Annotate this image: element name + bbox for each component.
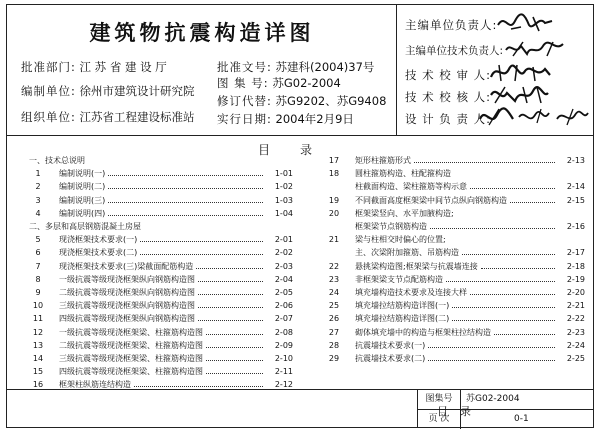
entry-number: 15 <box>32 367 44 377</box>
atlas-value: 苏G02-2004 <box>466 394 520 404</box>
entry-number: 22 <box>328 261 340 271</box>
entry-title: 不同截面高度框架梁中间节点纵向钢筋构造 <box>355 195 507 205</box>
date-label: 实行日期: <box>217 112 272 126</box>
dot-leader <box>198 300 263 308</box>
approve-dept-label: 批准部门: <box>21 60 76 74</box>
toc-entry <box>323 327 585 338</box>
toc-entry <box>27 261 293 272</box>
dot-leader <box>481 261 555 269</box>
footer-toc-label: 目录 <box>437 405 483 418</box>
dot-leader <box>198 313 263 321</box>
dot-leader <box>206 327 263 335</box>
entry-page: 2-23 <box>566 327 585 337</box>
entry-title: 抗震墙技术要求(一) <box>355 340 426 350</box>
toc-entry <box>27 247 293 258</box>
entry-title: 编制说明(一) <box>59 169 106 179</box>
compiler-label: 编制单位: <box>21 84 76 98</box>
entry-title: 编制说明(二) <box>59 182 106 192</box>
entry-page: 1-04 <box>274 208 293 218</box>
toc-entry <box>323 261 585 272</box>
dot-leader <box>470 287 555 295</box>
entry-number: 4 <box>35 208 41 218</box>
dot-leader <box>108 195 263 203</box>
entry-number: 6 <box>35 248 41 258</box>
entry-page: 2-03 <box>274 261 293 271</box>
entry-page: 2-06 <box>274 301 293 311</box>
entry-number: 5 <box>35 235 41 245</box>
entry-title: 一级抗震等级现浇框架纵向钢筋构造图 <box>59 274 195 284</box>
entry-title: 四级抗震等级现浇框架梁、柱箍筋构造图 <box>59 367 203 377</box>
toc-entry <box>323 195 585 206</box>
entry-page: 2-12 <box>274 380 293 390</box>
entry-number: 29 <box>328 354 340 363</box>
organizer-value: 江苏省工程建设标准站 <box>79 110 195 124</box>
entry-title: 编制说明(三) <box>59 195 106 205</box>
handwritten-signature <box>495 11 555 35</box>
entry-page: 2-11 <box>274 367 293 377</box>
toc-entry <box>323 274 585 285</box>
signature-label: 主编单位技术负责人: <box>405 45 504 57</box>
title-block <box>7 389 593 428</box>
signature-row-tech-chief <box>405 43 503 58</box>
entry-page: 2-24 <box>566 340 585 350</box>
entry-page: 2-19 <box>566 274 585 284</box>
handwritten-signature <box>487 61 553 85</box>
entry-page: 1-02 <box>274 182 293 192</box>
entry-number: 8 <box>35 274 41 284</box>
entry-page: 2-13 <box>566 156 585 165</box>
entry-title: 非框架梁支节点配筋构造 <box>355 274 443 284</box>
organizer <box>21 109 195 125</box>
entry-title: 矩形柱箍筋形式 <box>355 156 411 165</box>
entry-title: 现浇框架技术要求(一) <box>59 235 138 245</box>
dot-leader <box>452 313 555 321</box>
dot-leader <box>494 327 555 335</box>
entry-title: 悬挑梁构造图;框架梁与抗震墙连接 <box>355 261 478 271</box>
signature-row-chief <box>405 17 497 33</box>
entry-number: 7 <box>35 261 41 271</box>
dot-leader <box>414 155 555 163</box>
entry-number: 1 <box>35 169 41 179</box>
entry-title: 梁与柱相交时偏心的位置; <box>355 235 446 245</box>
entry-title: 二级抗震等级现浇框架梁、柱箍筋构造图 <box>59 340 203 350</box>
entry-title: 四级抗震等级现浇框架纵向钢筋构造图 <box>59 314 195 324</box>
toc-entry <box>27 300 293 311</box>
toc-entry <box>27 340 293 351</box>
revision-value: 苏G9202、苏G9408 <box>275 94 387 108</box>
dot-leader <box>140 247 263 255</box>
toc-entry <box>27 353 293 364</box>
entry-title: 填充墙构造技术要求及连接大样 <box>355 288 467 297</box>
toc-section-heading <box>27 155 293 166</box>
entry-title: 抗震墙技术要求(二) <box>355 354 426 363</box>
page-label: 页 次 <box>418 410 461 429</box>
entry-page: 1-03 <box>274 195 293 205</box>
toc-entry <box>323 300 585 311</box>
drawing-frame <box>6 4 594 428</box>
atlas-no <box>217 75 341 91</box>
toc-entry <box>27 168 293 179</box>
dot-leader <box>462 247 555 255</box>
entry-number: 12 <box>32 327 44 337</box>
dot-leader <box>198 287 263 295</box>
dot-leader <box>140 234 263 242</box>
entry-page: 2-15 <box>566 195 585 205</box>
entry-title: 编制说明(四) <box>59 208 106 218</box>
entry-page: 2-14 <box>566 182 585 192</box>
dot-leader <box>446 274 555 282</box>
entry-number: 9 <box>35 288 41 297</box>
entry-title: 主、次梁附加箍筋、吊筋构造 <box>355 248 459 258</box>
dot-leader <box>428 353 555 361</box>
section-heading-text: 一、技术总说明 <box>29 156 85 165</box>
entry-title: 框架柱纵筋连结构造 <box>59 380 131 390</box>
dot-leader <box>428 340 555 348</box>
entry-number: 23 <box>328 274 340 284</box>
toc-entry <box>27 313 293 324</box>
date-value: 2004年2月9日 <box>275 112 354 126</box>
toc-entry <box>323 221 585 232</box>
toc-entry <box>323 353 585 364</box>
entry-title: 现浇框架技术要求(二) <box>59 248 138 258</box>
entry-page: 2-08 <box>274 327 293 337</box>
entry-title: 框架梁竖向、水平加腋构造; <box>355 208 454 218</box>
toc-entry <box>27 195 293 206</box>
toc-entry <box>323 313 585 324</box>
entry-number: 28 <box>328 340 340 350</box>
dot-leader <box>206 340 263 348</box>
entry-number: 11 <box>32 314 44 324</box>
entry-page: 2-20 <box>566 288 585 297</box>
toc-section-heading <box>27 221 293 232</box>
toc-entry <box>323 181 585 192</box>
entry-number: 16 <box>32 380 44 390</box>
compiler <box>21 83 195 99</box>
dot-leader <box>206 353 263 361</box>
entry-page: 2-09 <box>274 340 293 350</box>
toc-entry <box>27 234 293 245</box>
entry-page: 2-16 <box>566 222 585 231</box>
approve-dept-value: 江 苏 省 建 设 厅 <box>79 60 167 74</box>
approve-no-label: 批准文号: <box>217 60 272 74</box>
entry-page: 2-18 <box>566 261 585 271</box>
approve-no <box>217 59 374 75</box>
toc-entry <box>27 274 293 285</box>
approve-no-value: 苏建科(2004)37号 <box>275 60 375 74</box>
toc-entry <box>27 366 293 377</box>
toc-entry <box>323 208 585 219</box>
entry-page: 2-25 <box>566 354 585 363</box>
toc-entry <box>323 155 585 166</box>
entry-page: 2-01 <box>274 235 293 245</box>
approve-dept <box>21 59 167 75</box>
atlas-label: 图集号 <box>418 390 461 409</box>
signature-row-reviewer <box>405 67 491 83</box>
section-heading-text: 二、多层和高层钢筋混凝土房屋 <box>29 222 141 231</box>
organizer-label: 组织单位: <box>21 110 76 124</box>
entry-number: 3 <box>35 195 41 205</box>
handwritten-signature <box>477 105 591 131</box>
entry-page: 2-17 <box>566 248 585 258</box>
signature-row-checker <box>405 89 491 105</box>
entry-page: 2-10 <box>274 354 293 363</box>
entry-title: 填充墙拉结筋构造详图(二) <box>355 314 450 324</box>
dot-leader <box>198 274 263 282</box>
toc-entry <box>27 327 293 338</box>
page-value: 0-1 <box>514 414 529 424</box>
toc-entry <box>323 340 585 351</box>
entry-number: 14 <box>32 354 44 363</box>
dot-leader <box>452 300 555 308</box>
entry-title: 框架梁节点钢筋构造 <box>355 222 427 231</box>
dot-leader <box>430 221 555 229</box>
dot-leader <box>206 366 263 374</box>
toc-entry <box>27 181 293 192</box>
entry-number: 17 <box>328 156 340 165</box>
toc-entry <box>323 247 585 258</box>
entry-page: 1-01 <box>274 169 293 179</box>
entry-title: 一级抗震等级现浇框架梁、柱箍筋构造图 <box>59 327 203 337</box>
entry-number: 26 <box>328 314 340 324</box>
entry-title: 现浇框架技术要求(三)梁截面配筋构造 <box>59 261 194 271</box>
dot-leader <box>108 168 263 176</box>
effective-date <box>217 111 354 127</box>
entry-page: 2-05 <box>274 288 293 297</box>
entry-page: 2-07 <box>274 314 293 324</box>
entry-page: 2-02 <box>274 248 293 258</box>
compiler-value: 徐州市建筑设计研究院 <box>79 84 195 98</box>
entry-title: 圆柱箍筋构造、柱配箍构造 <box>355 169 451 179</box>
entry-page: 2-22 <box>566 314 585 324</box>
toc-entry <box>323 234 585 245</box>
entry-title: 填充墙拉结筋构造详图(一) <box>355 301 450 311</box>
handwritten-signature <box>487 83 551 107</box>
entry-title: 二级抗震等级现浇框架纵向钢筋构造图 <box>59 288 195 297</box>
atlas-no-value: 苏G02-2004 <box>272 76 341 90</box>
handwritten-signature <box>503 38 567 60</box>
entry-page: 2-04 <box>274 274 293 284</box>
signature-label: 技 术 校 审 人: <box>405 68 491 82</box>
header-block <box>7 5 593 136</box>
entry-number: 10 <box>32 301 44 311</box>
entry-title: 砌体填充墙中的构造与框架柱拉结构造 <box>355 327 491 337</box>
entry-number: 24 <box>328 288 340 297</box>
signature-label: 技 术 校 核 人: <box>405 90 491 104</box>
dot-leader <box>510 195 555 203</box>
toc-entry <box>323 287 585 298</box>
entry-number: 13 <box>32 340 44 350</box>
dot-leader <box>134 379 263 387</box>
entry-number: 21 <box>328 235 340 245</box>
toc-entry <box>27 287 293 298</box>
toc-entry <box>323 168 585 179</box>
atlas-no-label: 图 集 号: <box>217 76 269 90</box>
document-title: 建筑物抗震构造详图 <box>89 21 315 45</box>
entry-title: 柱截面构造、梁柱箍筋等构示意 <box>355 182 467 192</box>
revision-label: 修订代替: <box>217 94 272 108</box>
revision <box>217 93 386 109</box>
dot-leader <box>470 181 555 189</box>
entry-number: 20 <box>328 208 340 218</box>
entry-number: 19 <box>328 195 340 205</box>
entry-number: 2 <box>35 182 41 192</box>
toc-title: 目录 <box>257 143 342 157</box>
dot-leader <box>108 208 263 216</box>
entry-page: 2-21 <box>566 301 585 311</box>
signature-label: 主编单位负责人: <box>405 18 498 32</box>
entry-title: 三级抗震等级现浇框架梁、柱箍筋构造图 <box>59 354 203 363</box>
entry-number: 25 <box>328 301 340 311</box>
toc-entry <box>27 208 293 219</box>
entry-number: 18 <box>328 169 340 179</box>
dot-leader <box>196 261 263 269</box>
entry-number: 27 <box>328 327 340 337</box>
signature-label: 设 计 负 责 人: <box>405 112 491 126</box>
entry-title: 三级抗震等级现浇框架纵向钢筋构造图 <box>59 301 195 311</box>
dot-leader <box>108 181 263 189</box>
